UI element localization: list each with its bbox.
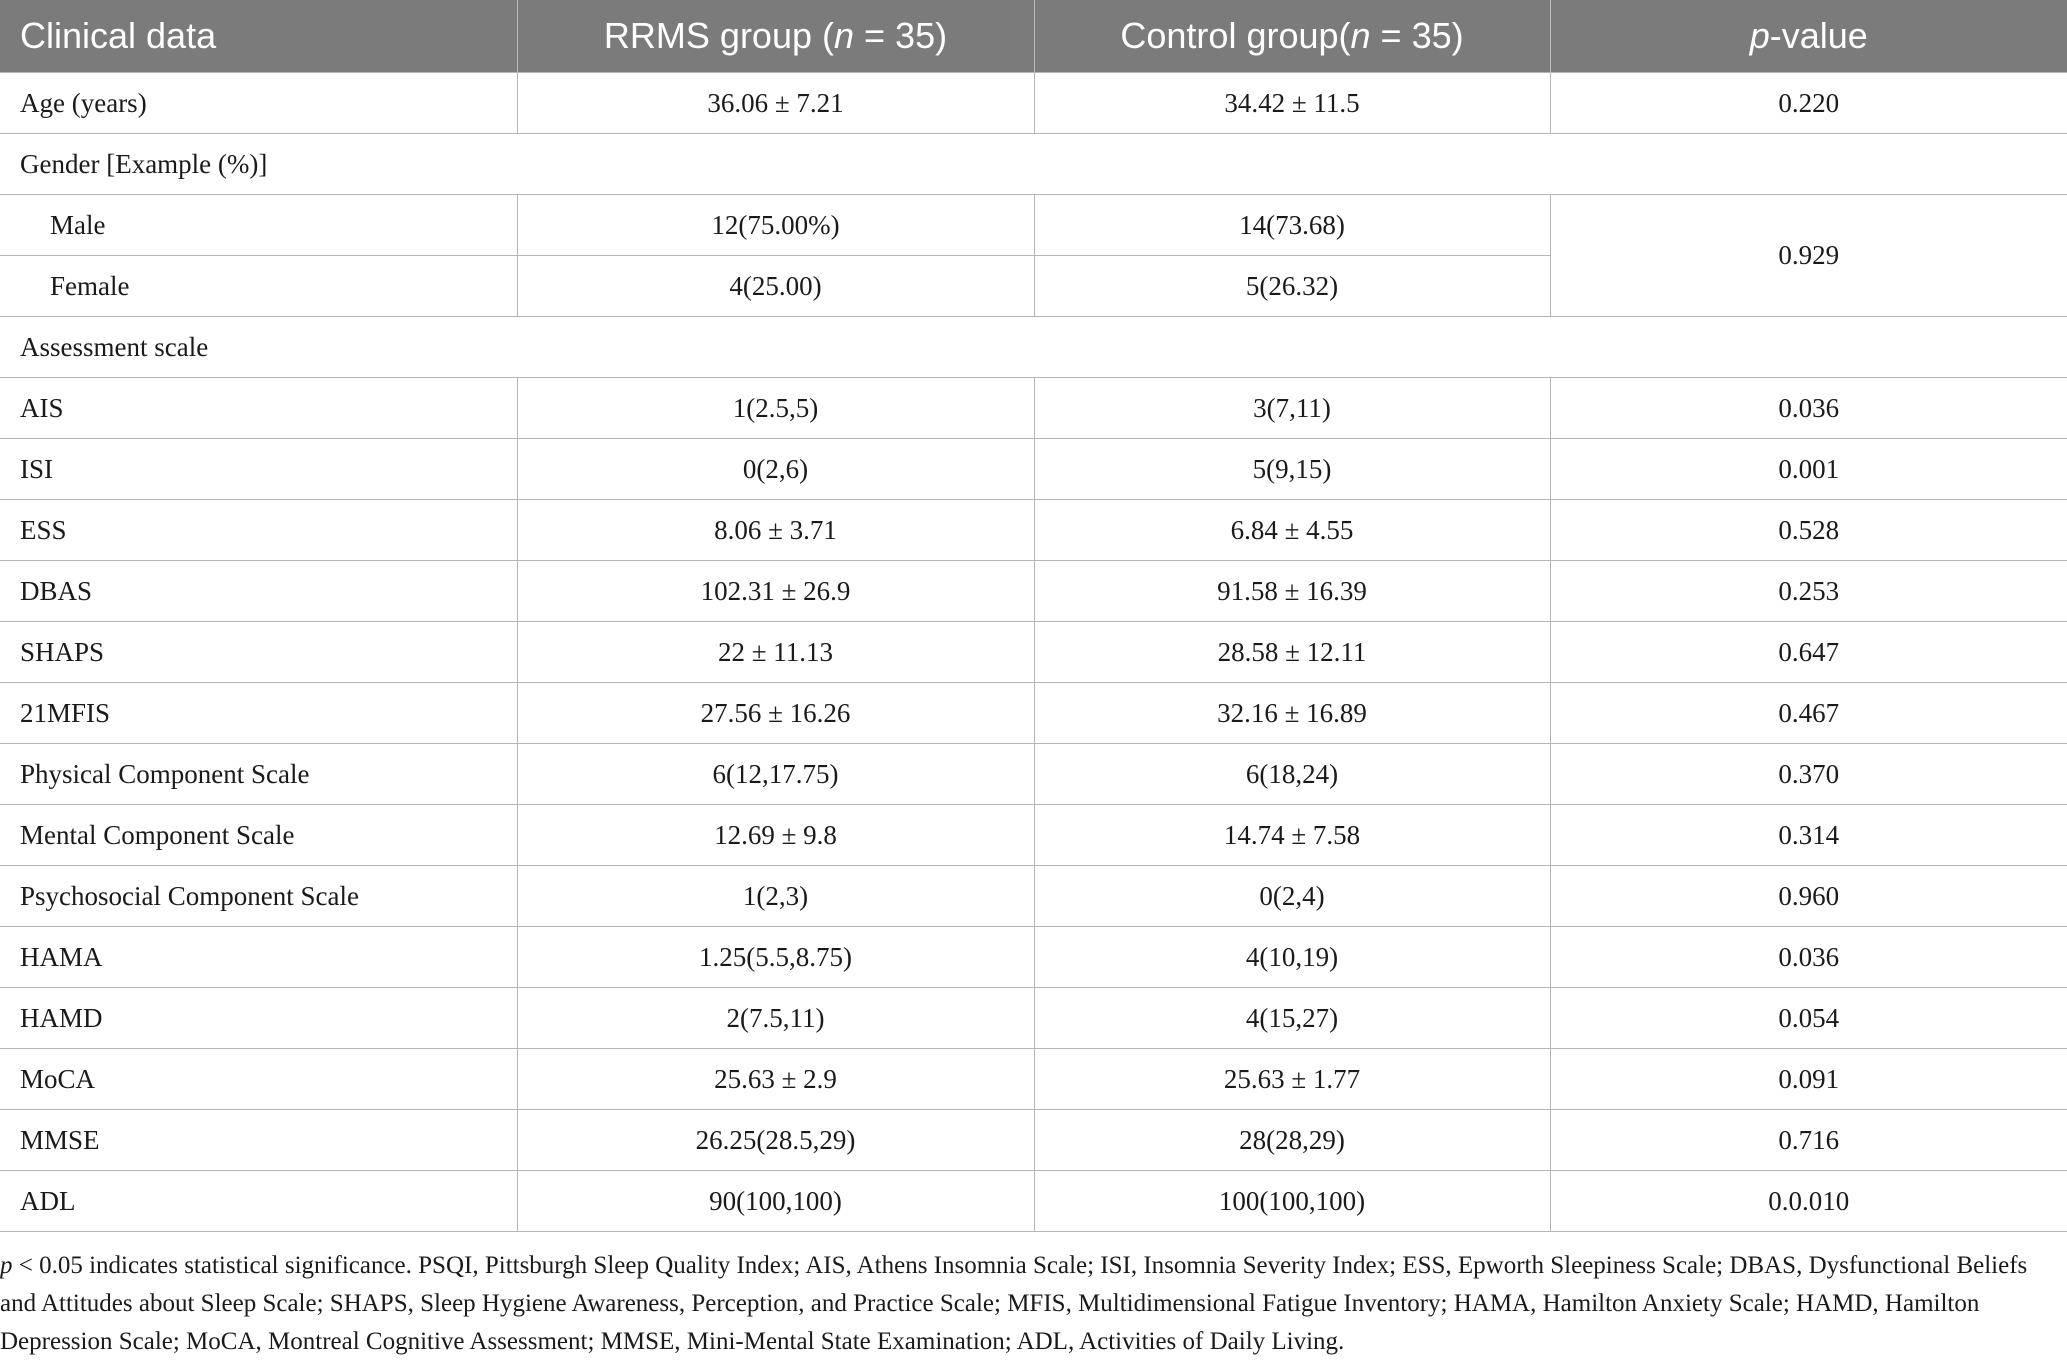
rrms-value: 22 ± 11.13 bbox=[517, 622, 1034, 683]
control-value: 4(15,27) bbox=[1034, 988, 1550, 1049]
gender-p-value: 0.929 bbox=[1550, 195, 2067, 317]
rrms-value: 0(2,6) bbox=[517, 439, 1034, 500]
header-p-value: p-value bbox=[1550, 0, 2067, 73]
row-label: Age (years) bbox=[0, 73, 517, 134]
table-row bbox=[0, 500, 2067, 561]
table-row bbox=[0, 1171, 2067, 1232]
control-value: 14.74 ± 7.58 bbox=[1034, 805, 1550, 866]
p-value: 0.054 bbox=[1550, 988, 2067, 1049]
row-label: Psychosocial Component Scale bbox=[0, 866, 517, 927]
control-value: 0(2,4) bbox=[1034, 866, 1550, 927]
rrms-value: 26.25(28.5,29) bbox=[517, 1110, 1034, 1171]
rrms-value: 1(2.5,5) bbox=[517, 378, 1034, 439]
p-value: 0.647 bbox=[1550, 622, 2067, 683]
rrms-value: 12.69 ± 9.8 bbox=[517, 805, 1034, 866]
table-row bbox=[0, 378, 2067, 439]
p-value: 0.220 bbox=[1550, 73, 2067, 134]
control-value: 6(18,24) bbox=[1034, 744, 1550, 805]
p-value: 0.0.010 bbox=[1550, 1171, 2067, 1232]
control-value: 6.84 ± 4.55 bbox=[1034, 500, 1550, 561]
control-value: 34.42 ± 11.5 bbox=[1034, 73, 1550, 134]
row-label: Mental Component Scale bbox=[0, 805, 517, 866]
table-row bbox=[0, 622, 2067, 683]
p-value: 0.528 bbox=[1550, 500, 2067, 561]
rrms-value: 27.56 ± 16.26 bbox=[517, 683, 1034, 744]
control-value: 28(28,29) bbox=[1034, 1110, 1550, 1171]
table-row bbox=[0, 988, 2067, 1049]
section-label-gender: Gender [Example (%)] bbox=[0, 134, 2067, 195]
p-value: 0.036 bbox=[1550, 378, 2067, 439]
control-value: 5(9,15) bbox=[1034, 439, 1550, 500]
table-row bbox=[0, 866, 2067, 927]
control-value: 100(100,100) bbox=[1034, 1171, 1550, 1232]
rrms-value: 4(25.00) bbox=[517, 256, 1034, 317]
control-value: 3(7,11) bbox=[1034, 378, 1550, 439]
table-row-gender-section bbox=[0, 134, 2067, 195]
table-row bbox=[0, 1110, 2067, 1171]
row-label: ADL bbox=[0, 1171, 517, 1232]
p-value: 0.036 bbox=[1550, 927, 2067, 988]
rrms-value: 6(12,17.75) bbox=[517, 744, 1034, 805]
header-clinical-data: Clinical data bbox=[0, 0, 517, 73]
table-row bbox=[0, 927, 2067, 988]
row-label: SHAPS bbox=[0, 622, 517, 683]
p-value: 0.370 bbox=[1550, 744, 2067, 805]
assessment-scale-rows bbox=[0, 378, 2067, 1232]
rrms-value: 12(75.00%) bbox=[517, 195, 1034, 256]
p-value: 0.467 bbox=[1550, 683, 2067, 744]
row-label: HAMD bbox=[0, 988, 517, 1049]
rrms-value: 102.31 ± 26.9 bbox=[517, 561, 1034, 622]
table-row bbox=[0, 1049, 2067, 1110]
row-label: MMSE bbox=[0, 1110, 517, 1171]
rrms-value: 25.63 ± 2.9 bbox=[517, 1049, 1034, 1110]
control-value: 32.16 ± 16.89 bbox=[1034, 683, 1550, 744]
p-value: 0.253 bbox=[1550, 561, 2067, 622]
row-label: ISI bbox=[0, 439, 517, 500]
control-value: 91.58 ± 16.39 bbox=[1034, 561, 1550, 622]
rrms-value: 36.06 ± 7.21 bbox=[517, 73, 1034, 134]
table-row-age bbox=[0, 73, 2067, 134]
footnote-p-symbol: p bbox=[0, 1252, 13, 1279]
control-value: 28.58 ± 12.11 bbox=[1034, 622, 1550, 683]
row-label: HAMA bbox=[0, 927, 517, 988]
row-label: MoCA bbox=[0, 1049, 517, 1110]
table-row bbox=[0, 805, 2067, 866]
footnote-text: < 0.05 indicates statistical significance. PSQI, Pittsburgh Sleep Quality Index; AIS, Athens Insomnia Scale; ISI, Insomnia Severity Index; ESS, Epworth Sleepiness Scale; DBAS, Dysfunctional Beliefs and Attitudes about Sleep Scale; SHAPS, Sleep Hygiene Awareness, Perception, and Practice Scale; MFIS, Multidimensional Fatigue Inventory; HAMA, Hamilton Anxiety Scale; HAMD, Hamilton Depression Scale; MoCA, Montreal Cognitive Assessment; MMSE, Mini-Mental State Examination; ADL, Activities of Daily Living. bbox=[0, 1252, 2028, 1355]
table-footnote bbox=[0, 1247, 2060, 1361]
p-value: 0.716 bbox=[1550, 1110, 2067, 1171]
table-row-male bbox=[0, 195, 2067, 256]
rrms-value: 90(100,100) bbox=[517, 1171, 1034, 1232]
table-row bbox=[0, 439, 2067, 500]
control-value: 5(26.32) bbox=[1034, 256, 1550, 317]
rrms-value: 1(2,3) bbox=[517, 866, 1034, 927]
rrms-value: 2(7.5,11) bbox=[517, 988, 1034, 1049]
row-label: Male bbox=[0, 195, 517, 256]
p-value: 0.091 bbox=[1550, 1049, 2067, 1110]
table-row bbox=[0, 744, 2067, 805]
header-rrms-group: RRMS group (n = 35) bbox=[517, 0, 1034, 73]
rrms-value: 1.25(5.5,8.75) bbox=[517, 927, 1034, 988]
rrms-value: 8.06 ± 3.71 bbox=[517, 500, 1034, 561]
row-label: 21MFIS bbox=[0, 683, 517, 744]
control-value: 14(73.68) bbox=[1034, 195, 1550, 256]
row-label: Female bbox=[0, 256, 517, 317]
p-value: 0.314 bbox=[1550, 805, 2067, 866]
table-row bbox=[0, 561, 2067, 622]
table-row-assessment-section bbox=[0, 317, 2067, 378]
row-label: DBAS bbox=[0, 561, 517, 622]
p-value: 0.001 bbox=[1550, 439, 2067, 500]
section-label-assessment: Assessment scale bbox=[0, 317, 2067, 378]
control-value: 25.63 ± 1.77 bbox=[1034, 1049, 1550, 1110]
p-value: 0.960 bbox=[1550, 866, 2067, 927]
table-row bbox=[0, 683, 2067, 744]
control-value: 4(10,19) bbox=[1034, 927, 1550, 988]
row-label: AIS bbox=[0, 378, 517, 439]
row-label: ESS bbox=[0, 500, 517, 561]
table-header-row bbox=[0, 0, 2067, 73]
header-control-group: Control group(n = 35) bbox=[1034, 0, 1550, 73]
row-label: Physical Component Scale bbox=[0, 744, 517, 805]
